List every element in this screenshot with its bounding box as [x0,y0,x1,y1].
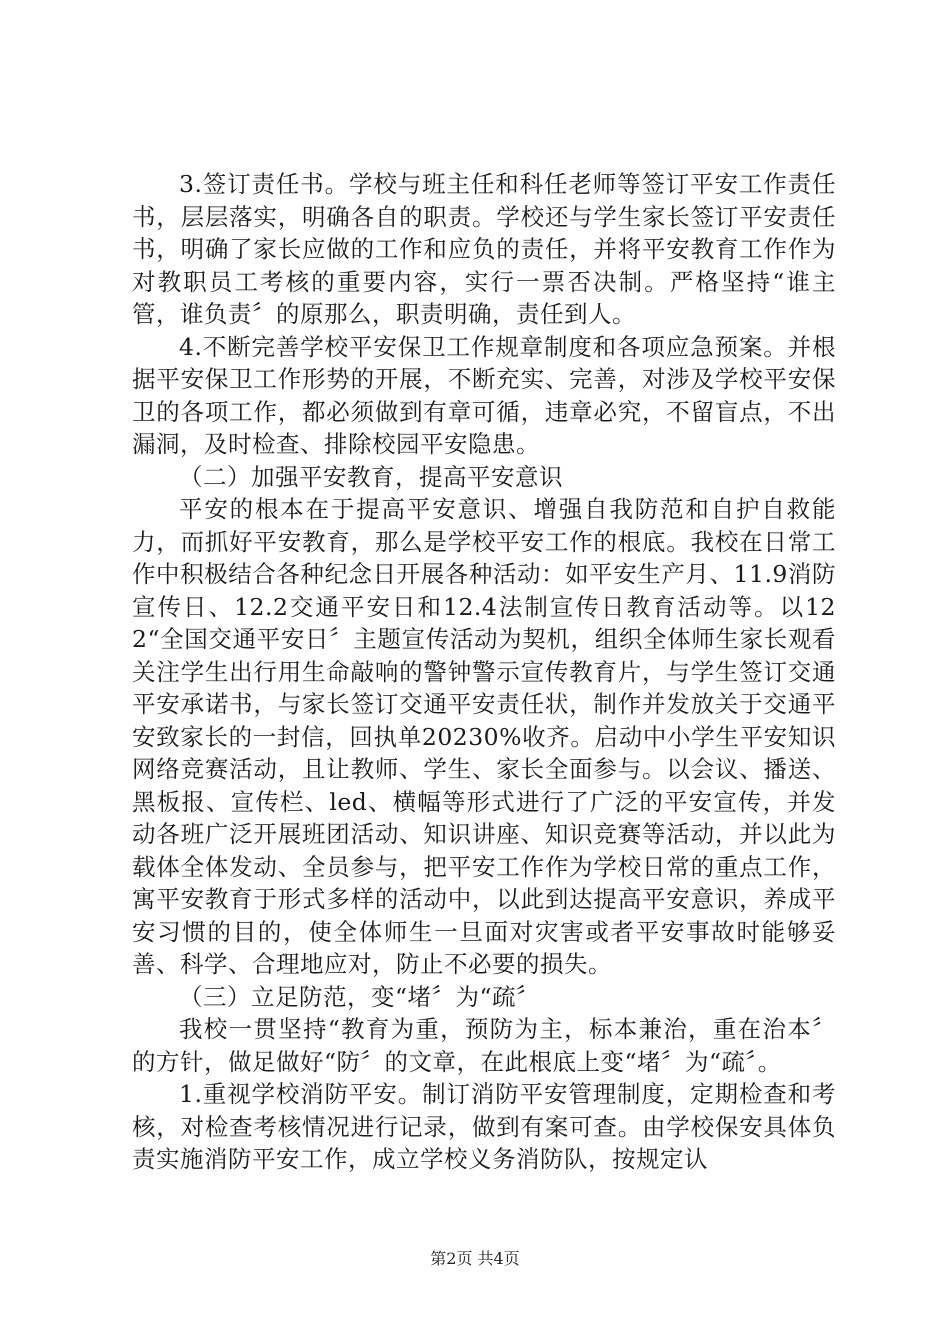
paragraph-prevention-policy: 我校一贯坚持“教育为重，预防为主，标本兼治，重在治本〞的方针，做足做好“防〞的文章，在此根底上变“堵〞为“疏〞。 [132,1015,836,1076]
paragraph-safety-education: 平安的根本在于提高平安意识、增强自我防范和自护自救能力，而抓好平安教育，那么是学校平安工作的根底。我校在日常工作中积极结合各种纪念日开展各种活动：如平安生产月、11.9消防宣传日、12.2交通平安日和12.4法制宣传日教育活动等。以122“全国交通平安日〞主题宣传活动为契机，组织全体师生家长观看关注学生出行用生命敲响的警钟警示宣传教育片，与学生签订交通平安承诺书，与家长签订交通平安责任状，制作并发放关于交通平安致家长的一封信，回执单20230%收齐。启动中小学生平安知识网络竞赛活动，且让教师、学生、家长全面参与。以会议、播送、黑板报、宣传栏、led、横幅等形式进行了广泛的平安宣传，并发动各班广泛开展班团活动、知识讲座、知识竞赛等活动，并以此为载体全体发动、全员参与，把平安工作作为学校日常的重点工作，寓平安教育于形式多样的活动中，以此到达提高平安意识，养成平安习惯的目的，使全体师生一旦面对灾害或者平安事故时能够妥善、科学、合理地应对，防止不必要的损失。 [132,495,836,978]
section-heading-prevention: （三）立足防范，变“堵〞为“疏〞 [179,982,541,1011]
document-body [132,168,836,1176]
paragraph-security-rules: 4.不断完善学校平安保卫工作规章制度和各项应急预案。并根据平安保卫工作形势的开展，不断充实、完善，对涉及学校平安保卫的各项工作，都必须做到有章可循，违章必究，不留盲点，不出漏洞，及时检查、排除校园平安隐患。 [132,332,836,458]
section-heading-safety-education: （二）加强平安教育，提高平安意识 [179,462,563,491]
paragraph-responsibility-letter: 3.签订责任书。学校与班主任和科任老师等签订平安工作责任书，层层落实，明确各自的职责。学校还与学生家长签订平安责任书，明确了家长应做的工作和应负的责任，并将平安教育工作作为对教职员工考核的重要内容，实行一票否决制。严格坚持“谁主管，谁负责〞的原那么，职责明确，责任到人。 [132,170,836,328]
page-footer: 第2页 共4页 [430,1249,520,1268]
paragraph-fire-safety: 1.重视学校消防平安。制订消防平安管理制度，定期检查和考核，对检查考核情况进行记录，做到有案可查。由学校保安具体负责实施消防平安工作，成立学校义务消防队，按规定认 [132,1080,836,1173]
